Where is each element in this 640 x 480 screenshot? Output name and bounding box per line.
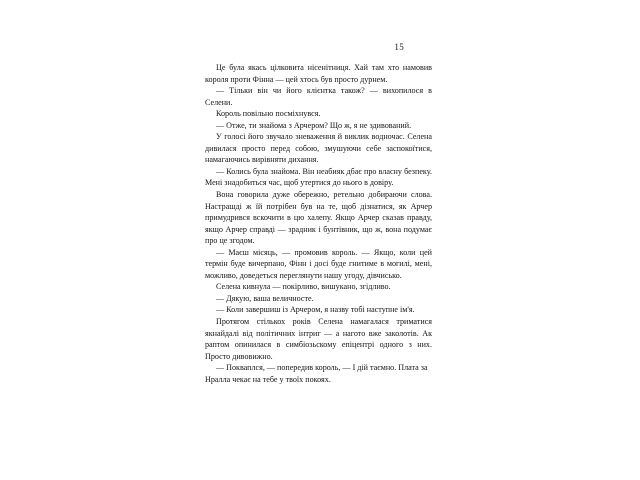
paragraph: — Отже, ти знайома з Арчером? Що ж, я не здивований. (216, 120, 412, 130)
page-body-text (205, 62, 432, 385)
paragraph: Селена кивнула — покірливо, вишукано, згідливо. (216, 282, 391, 292)
paragraph: Протягом стількох років Селена намагалася триматися якнайдалі від політичних інтриг — а нагото вже заколотів. Ак раптом опинилася в симбіозьскому епіцентрі одного з них. Просто дивовижно. (205, 317, 432, 361)
paragraph: Король повільно посміхнувся. (216, 109, 321, 119)
paragraph: — Дякую, ваша величносте. (216, 293, 314, 303)
paragraph: — Коли завершиш із Арчером, я назву тобі наступне ім'я. (216, 305, 415, 315)
paragraph: — Тільки він чи його клієнтка також? — вихопилося в Селени. (205, 86, 432, 107)
paragraph: Вона говорила дуже обережно, ретельно добираючи слова. Настрашді ж їй потрібен був на те, щоб дізнатися, як Арчер примудрився вскочити в цю халепу. Якщо Арчер сказав правду, якщо Арчер справді — зрадник і бунтівник, що ж, вона подумає про це згодом. (205, 190, 432, 246)
page-number: 15 (394, 42, 404, 52)
paragraph: У голосі його звучало зневаження й виклик водночас. Селена дивилася просто перед собою, змушуючи себе заспокоїтися, намагаючись вирівняти дихання. (205, 132, 432, 165)
paragraph: — Покваплся, — попередив король, — І дій таємно. Плата за Нралла чекає на тебе у твоїх покоях. (205, 363, 428, 384)
paragraph: — Колись була знайома. Він неабияк дбає про власну безпеку. Мені знадобиться час, щоб утертися до нього в довіру. (205, 166, 432, 188)
paragraph: Це була якась цілковита нісенітниця. Хай там хто намовив короля проти Фінна — цей хтось був просто дурнем. (205, 63, 432, 84)
paragraph: — Маєш місяць, — промовив король. — Якщо, коли цей термін буде вичерпано, Фінн і досі буде гнитиме в могилі, мені, можливо, доведеться переглянути нашу угоду, дівчисько. (205, 247, 432, 280)
